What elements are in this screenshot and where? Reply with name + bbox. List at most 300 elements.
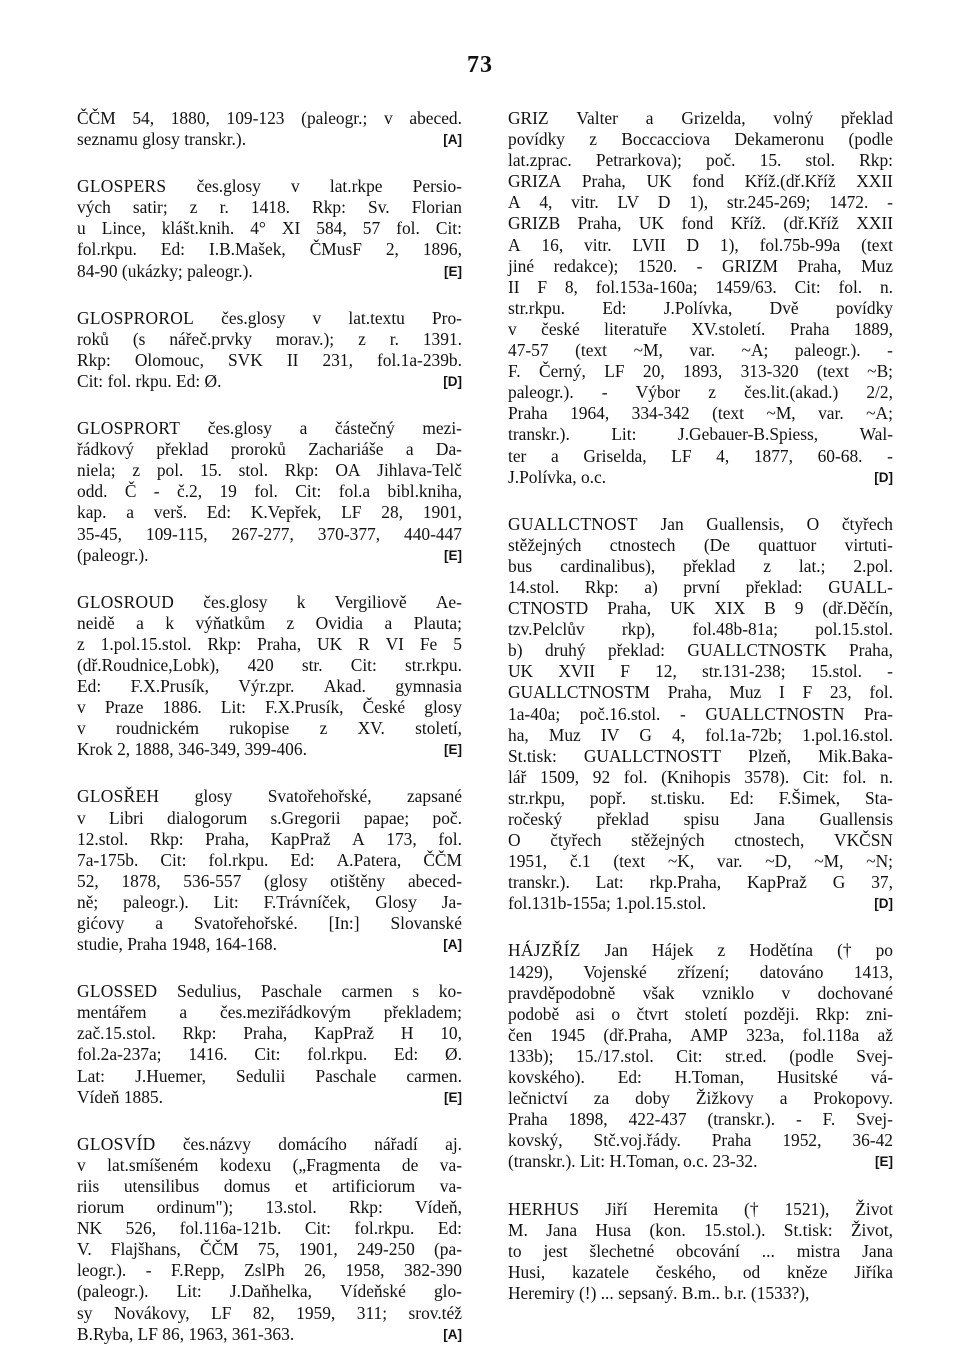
word: - [887,340,893,361]
word: poč. [432,807,462,828]
word: Č [124,481,137,502]
word: a [779,1088,788,1109]
line-text: Vídeň 1885. [77,1086,163,1107]
word: u [77,218,86,239]
word: ... [761,1240,775,1261]
word: Praha, [797,255,842,276]
word: 1391. [422,328,462,349]
word: Valter [576,108,618,128]
word: KapPraž [270,828,331,849]
word: čes.lit.(akad.) [744,382,839,403]
word: Muz [861,255,893,276]
word: popř. [589,787,627,808]
word: stěžejných [631,830,705,851]
right-column [508,108,893,1330]
word: Olomouc, [134,349,204,370]
word: O [508,830,521,851]
word: (text [816,361,849,382]
word: k [296,591,306,612]
entry-line [508,192,893,213]
word: Rkp: [584,576,619,597]
entry-line [77,892,462,913]
word: čtyřech [841,513,893,534]
word: (podle [848,129,893,150]
word: čes.názvy [182,1133,251,1154]
word: 5 [453,633,462,654]
word: Praha, [581,171,626,192]
dictionary-entry [77,308,462,392]
entry-line [508,983,893,1004]
word: Stč.voj.řády. [593,1130,681,1151]
entry-line [508,1241,893,1262]
word: Sedulii [236,1065,286,1086]
dictionary-entry [508,108,893,488]
word: Vídeň, [415,1197,462,1218]
word: str.rkpu. [508,297,566,318]
word: 1958, [345,1260,385,1281]
word: roudnickém [116,718,200,739]
word: 249-250 [356,1239,415,1260]
word: Ja- [441,891,462,912]
word: 1413, [853,961,893,982]
word: V. [77,1239,92,1260]
word: kněze [786,1261,828,1282]
word: a [645,108,654,128]
word: ~A; [741,340,769,361]
entry-line [508,1067,893,1088]
dictionary-entry [508,940,893,1172]
word: IV [600,724,620,745]
word: GLOSVÍD [77,1133,156,1154]
word: glo- [433,1281,462,1302]
entry-line [508,171,893,192]
word: 7a-175b. [77,849,139,870]
word: abeced. [409,108,462,128]
word: fol.rkpu. [354,1218,415,1239]
word: vitr. [571,192,599,213]
word: paleogr.). [508,382,574,403]
word: Jan [660,513,684,534]
entry-line [77,1197,462,1218]
word: ČČM [199,1239,239,1260]
entry-line [77,1087,462,1108]
word: Rkp: [182,1023,217,1044]
word: 1509, [539,766,580,787]
line-text: (transkr.). Lit: H.Toman, o.c. 23-32. [508,1151,758,1172]
word: nářeč.prvky [169,328,252,349]
word: překlad: [607,640,665,661]
word: 526, [125,1218,157,1239]
word: 82, [252,1302,275,1323]
word: Rkp: [349,1197,383,1218]
word: Vojenské [583,961,647,982]
word: lat.textu [348,307,405,328]
word: 1951, [508,851,548,872]
word: GRIZA [508,171,562,192]
word: 15.stol. [810,661,862,682]
word: a [136,612,144,633]
word: GLOSSED [77,981,158,1002]
entry-line [77,634,462,655]
word: F.X.Prusík, [265,697,344,718]
word: roků [77,328,109,349]
word: mistra [796,1240,841,1261]
word: Ed: [437,1218,462,1239]
word: 15. [200,460,222,481]
word: dochované [817,982,893,1003]
word: z [189,197,198,218]
word: 1898, [568,1109,608,1130]
word: 26, [304,1260,326,1281]
entry-line [508,1220,893,1241]
word: (glosy [263,870,308,891]
word: St.tisk: [508,745,557,766]
word: Rkp: [149,828,184,849]
word: (paleogr.). [77,1281,149,1302]
word: tzv.Pelclův [508,619,585,640]
entry-line [508,235,893,256]
entry-line [508,788,893,809]
word: šlechetné [589,1240,655,1261]
word: XIX [714,598,746,619]
word: transkr.). [508,424,570,445]
word: spisu [683,809,720,829]
word: F [537,276,548,297]
word: b) [508,640,523,661]
word: 311; [356,1302,388,1323]
entry-line [508,746,893,767]
word: Praha, [243,1023,288,1044]
word: GLOSPERS [77,176,167,197]
word: vitr. [584,234,612,255]
dictionary-entry [508,514,893,915]
entry-line [508,467,893,488]
word: 10, [440,1023,462,1044]
entry-line [508,851,893,872]
word: Mik.Baka- [818,745,893,766]
word: paleogr.). [794,340,861,361]
word: vých [77,197,111,218]
word: Vídeňské [340,1281,406,1302]
word: (dř.Roudnice,Lobk), [77,654,220,675]
word: v [77,1154,86,1175]
word: rukopise [229,718,290,739]
entry-line [508,108,893,129]
entry-line [77,1066,462,1087]
word: 1959, [296,1302,336,1323]
word: Persio- [412,176,462,197]
word: čes.glosy [207,418,272,439]
word: století [684,1003,728,1024]
entry-line [77,1134,462,1155]
entry-line [508,577,893,598]
word: ctnostech [609,534,676,555]
entry-line [508,1283,893,1304]
word: Cit: [160,849,187,870]
entry-line [77,1324,462,1345]
word: zač.15.stol. [77,1023,156,1044]
word: českého, [655,1261,717,1282]
word: pravděpodobně [508,982,616,1003]
entry-line [77,697,462,718]
dictionary-entry [77,418,462,566]
word: (De [703,534,730,555]
word: Svej- [856,1045,893,1066]
word: 334-342 [631,403,690,424]
word: Praha, [257,633,302,654]
source-tag: [E] [875,1154,893,1170]
word: ČČM [423,849,462,870]
word: k [165,612,175,633]
word: Praha, [849,640,893,661]
entry-line [508,1262,893,1283]
word: Sedulius, [177,981,242,1002]
word: Praze [104,697,144,718]
entry-line [77,460,462,481]
line-text: 84-90 (ukázky; paleogr.). [77,260,253,281]
word: glosy [194,786,233,807]
word: (text [861,234,893,255]
word: Ed: [729,787,754,808]
word: lář [508,766,527,787]
word: GLOSROUD [77,591,175,612]
entry-line [508,403,893,424]
word: J.Polívka, [663,297,733,318]
word: 47-57 [508,340,549,361]
word: (s [132,328,146,349]
entry-line [508,619,893,640]
word: Pro- [432,307,462,328]
word: 37, [871,872,893,893]
line-text: fol.131b-155a; 1.pol.15.stol. [508,893,707,914]
word: Pra- [864,703,893,724]
line-text: Krok 2, 1888, 346-349, 399-406. [77,739,307,760]
word: stol. [805,150,836,171]
word: a [384,612,393,633]
word: Rkp: [312,197,346,218]
entry-line [508,213,893,234]
word: povídky [835,297,893,318]
word: nářadí [374,1133,418,1154]
entry-line [508,1130,893,1151]
word: D [686,234,700,255]
word: 1877, [753,445,793,466]
word: 1459/63. [715,276,777,297]
word: Da- [435,439,462,460]
word: Petrarkova); [595,150,682,171]
word: Guallensis, [706,513,785,534]
word: s.Gregorii [270,807,341,828]
word: fol. [869,682,893,703]
word: GLOSŘEH [77,786,160,807]
word: - [887,661,893,682]
word: papae; [363,807,410,828]
word: GUALLCTNOSTM [508,682,651,703]
entry-line [77,261,462,282]
word: o [611,1003,621,1024]
word: kap. [77,502,107,523]
word: Jan [604,940,628,961]
word: 4, [539,192,553,213]
word: rkp.Praha, [649,872,722,893]
word: 1418. [250,197,291,218]
word: F.Šimek, [778,787,841,808]
word: aj. [445,1133,462,1154]
page-number: 73 [467,52,493,78]
word: Dekameronu [734,129,825,150]
word: str.131-238; [702,661,786,682]
word: klášt.knih. [161,218,235,239]
word: 4, [716,445,730,466]
word: 1472. [829,192,869,213]
word: Ed: [290,849,315,870]
word: Novákovy, [113,1302,190,1323]
word: mezi- [422,418,462,439]
word: století, [415,718,462,739]
word: 16, [541,234,564,255]
word: st.tisku. [650,787,705,808]
entry-line [77,1281,462,1302]
entry-line [77,718,462,739]
word: 1964, [570,403,610,424]
word: kovského). [508,1067,585,1088]
word: 1520. [637,255,678,276]
word: (dř.Praha, [603,1024,672,1045]
word: a [179,1002,188,1023]
word: niela; [77,460,116,481]
word: OA [335,460,361,481]
word: z [708,382,716,403]
word: 323a, [746,1024,785,1045]
word: 28, [381,502,404,523]
word: - [887,192,893,213]
word: Florian [411,197,462,218]
word: 57 [362,218,381,239]
word: Glosy [375,891,417,912]
word: Jana [862,1240,893,1261]
word: transkr.). [508,872,570,893]
word: I [778,682,785,703]
word: A [508,192,521,213]
word: z [77,633,85,654]
word: čen [508,1024,533,1045]
word: 1880, [170,108,210,128]
word: HÁJZŘÍZ [508,940,581,961]
word: I.B.Mašek, [208,239,286,260]
word: Hodětína [749,940,814,961]
word: Hájek [651,940,694,961]
source-tag: [E] [444,263,462,279]
word: 12.stol. [77,828,129,849]
source-tag: [E] [444,1089,462,1105]
dictionary-entry [77,108,462,150]
word: pol.15.stol. [815,619,893,640]
word: - [696,255,703,276]
word: Lit: [213,891,239,912]
word: z [358,328,366,349]
entry-line [508,556,893,577]
word: fol.rkpu. [208,849,269,870]
word: cardinalibus), [560,555,656,576]
word: otištěny [330,870,386,891]
word: 1.pol.16.stol. [802,724,893,745]
entry-line [77,1155,462,1176]
word: GUALLCTNOSTK [687,640,827,661]
word: překlad [683,555,736,576]
word: 20, [642,361,665,382]
word: XV.století. [691,318,766,339]
word: neidě [77,612,115,633]
word: zni- [865,1003,893,1024]
word: po [875,940,893,961]
word: Jiří [605,1198,628,1219]
source-tag: [E] [444,742,462,758]
word: 267-277, [231,523,294,544]
word: 36-42 [852,1130,893,1151]
word: v [77,807,86,828]
word: gymnasia [395,676,462,697]
word: 19 [219,481,237,502]
word: riorum [77,1197,125,1218]
word: Prokopovy. [813,1088,893,1109]
word: A [508,234,521,255]
word: Kříž. [730,213,766,234]
word: kazatele [571,1261,629,1282]
word: odd. [77,481,108,502]
word: XV. [357,718,385,739]
word: a [550,445,559,466]
word: překlad: [745,576,803,597]
word: lat.rkpe [329,176,383,197]
entry-line [77,481,462,502]
word: domácího [278,1133,347,1154]
word: bus [508,555,533,576]
word: carmen [341,981,393,1002]
entry-line [77,308,462,329]
entry-line [77,808,462,829]
word: 2, [385,239,399,260]
word: VKČSN [834,830,893,851]
word: 1.pol.15.stol. [100,633,192,654]
word: ~B; [867,361,893,382]
source-tag: [A] [443,1326,462,1342]
word: Plzeň, [748,745,792,766]
word: Ø. [445,1044,462,1065]
word: 4° [250,218,266,239]
word: Jiříka [854,1261,893,1282]
word: VI [385,633,404,654]
word: B [764,598,776,619]
word: Rkp: [815,1003,850,1024]
word: (pa- [434,1239,462,1260]
word: SVK [228,349,263,370]
word: Plauta; [413,612,462,633]
word: Svej- [856,1109,893,1130]
word: Heremita [653,1198,719,1219]
line-text: Cit: fol. rkpu. Ed: Ø. [77,370,222,391]
word: - [887,445,893,466]
word: LF [211,1302,232,1323]
word: č.2, [176,481,203,502]
word: Ovidia [315,612,364,633]
word: J.Gebauer-B.Spiess, [677,424,819,445]
entry-line [508,535,893,556]
word: va- [439,1154,462,1175]
word: lat.smíšeném [107,1154,199,1175]
word: z [589,129,598,150]
word: 109-115, [145,523,208,544]
word: Muz [548,724,581,745]
